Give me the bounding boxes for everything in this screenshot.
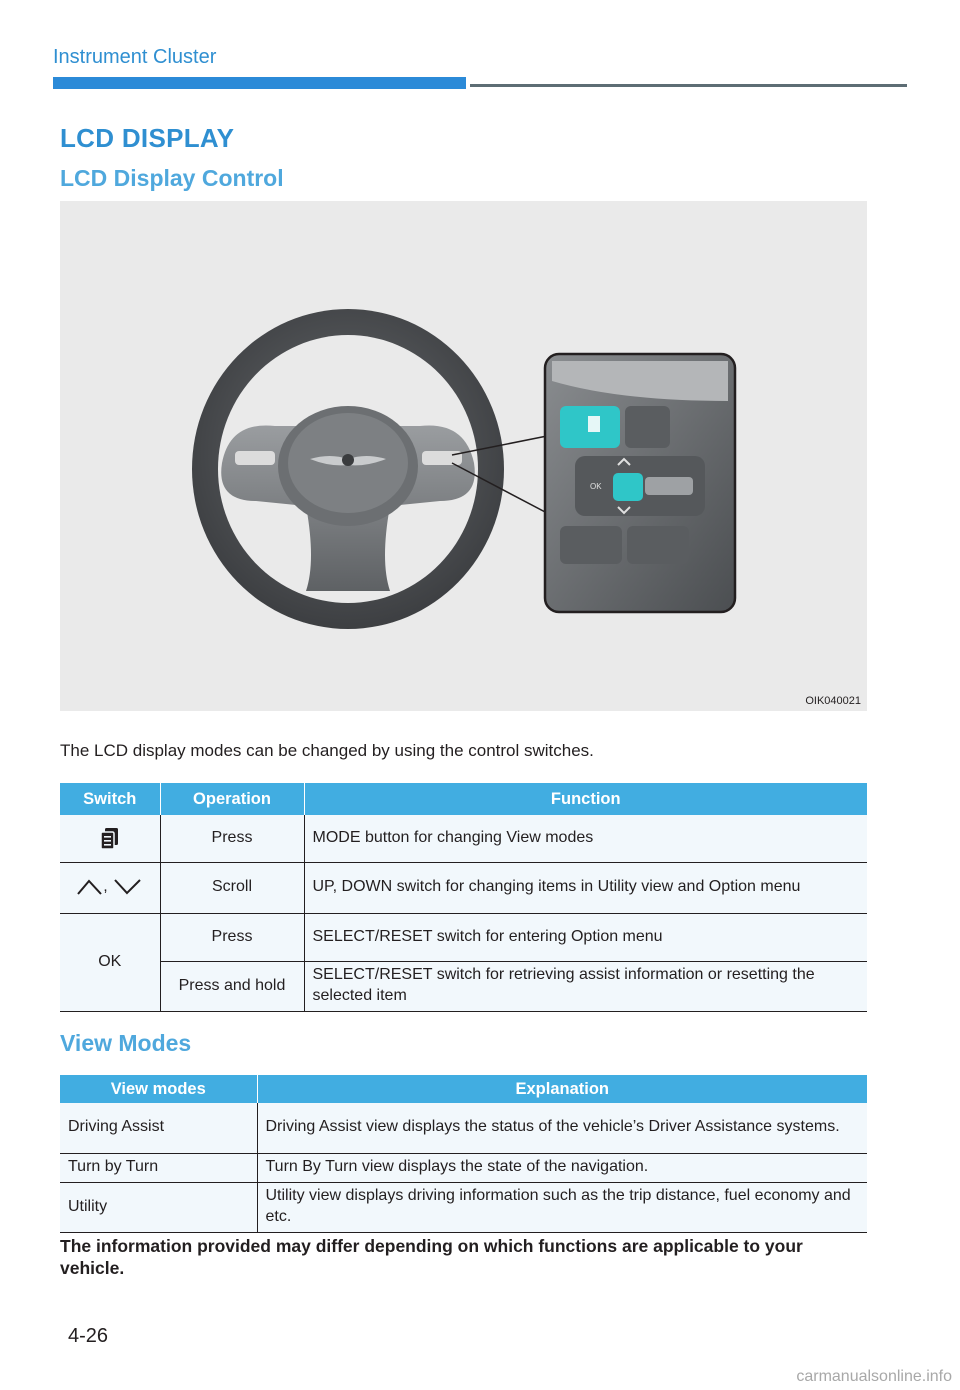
column-header-function: Function <box>304 783 867 815</box>
steering-wheel-illustration <box>60 201 867 711</box>
explanation-cell: Driving Assist view displays the status of the vehicle’s Driver Assistance systems. <box>257 1103 867 1153</box>
function-cell: MODE button for changing View modes <box>304 815 867 862</box>
view-modes-table <box>60 1075 867 1233</box>
mode-cell: Utility <box>60 1182 257 1232</box>
explanation-cell: Utility view displays driving information such as the trip distance, fuel economy and etc. <box>257 1182 867 1232</box>
mode-button-icon <box>99 826 121 850</box>
switch-cell <box>60 815 160 862</box>
watermark-link[interactable]: carmanualsonline.info <box>796 1368 952 1385</box>
table-row <box>60 862 867 913</box>
column-header-operation: Operation <box>160 783 304 815</box>
switch-cell: OK <box>60 913 160 1011</box>
table-row <box>60 1182 867 1232</box>
operation-cell: Press <box>160 815 304 862</box>
applicability-note: The information provided may differ depending on which functions are applicable to your vehicle. <box>60 1236 803 1279</box>
column-header-switch: Switch <box>60 783 160 815</box>
table-row <box>60 1153 867 1182</box>
function-cell: SELECT/RESET switch for entering Option menu <box>304 913 867 961</box>
explanation-cell: Turn By Turn view displays the state of the navigation. <box>257 1153 867 1182</box>
control-switch-table <box>60 783 867 1012</box>
view-modes-heading: View Modes <box>60 1030 192 1056</box>
column-header-explanation: Explanation <box>257 1075 867 1103</box>
figure-code: OIK040021 <box>805 695 861 707</box>
function-cell: UP, DOWN switch for changing items in Utility view and Option menu <box>304 862 867 913</box>
table-row <box>60 1103 867 1153</box>
section-heading: LCD Display Control <box>60 165 284 191</box>
table-row <box>60 961 867 1011</box>
header-bar-accent <box>53 77 466 89</box>
mode-cell: Turn by Turn <box>60 1153 257 1182</box>
chevron-down-icon <box>112 878 142 896</box>
operation-cell: Press and hold <box>160 961 304 1011</box>
left-spoke-buttons <box>235 451 275 465</box>
operation-cell: Scroll <box>160 862 304 913</box>
steering-wheel-figure <box>60 201 867 711</box>
right-spoke-buttons <box>422 451 462 465</box>
mode-cell: Driving Assist <box>60 1103 257 1153</box>
page-title: LCD DISPLAY <box>60 123 235 153</box>
switch-cell <box>60 862 160 913</box>
inset-ok-button <box>613 473 643 501</box>
page-number: 4-26 <box>68 1325 109 1347</box>
intro-text: The LCD display modes can be changed by using the control switches. <box>60 741 594 760</box>
chevron-up-icon <box>77 878 103 896</box>
table-row <box>60 913 867 961</box>
table-row <box>60 815 867 862</box>
function-cell: SELECT/RESET switch for retrieving assist information or resetting the selected item <box>304 961 867 1011</box>
section-title: Instrument Cluster <box>53 46 217 68</box>
operation-cell: Press <box>160 913 304 961</box>
header-bar-rule <box>470 84 907 87</box>
inset-ok-label: OK <box>590 482 602 491</box>
switch-separator: , <box>103 878 108 896</box>
column-header-view-modes: View modes <box>60 1075 257 1103</box>
